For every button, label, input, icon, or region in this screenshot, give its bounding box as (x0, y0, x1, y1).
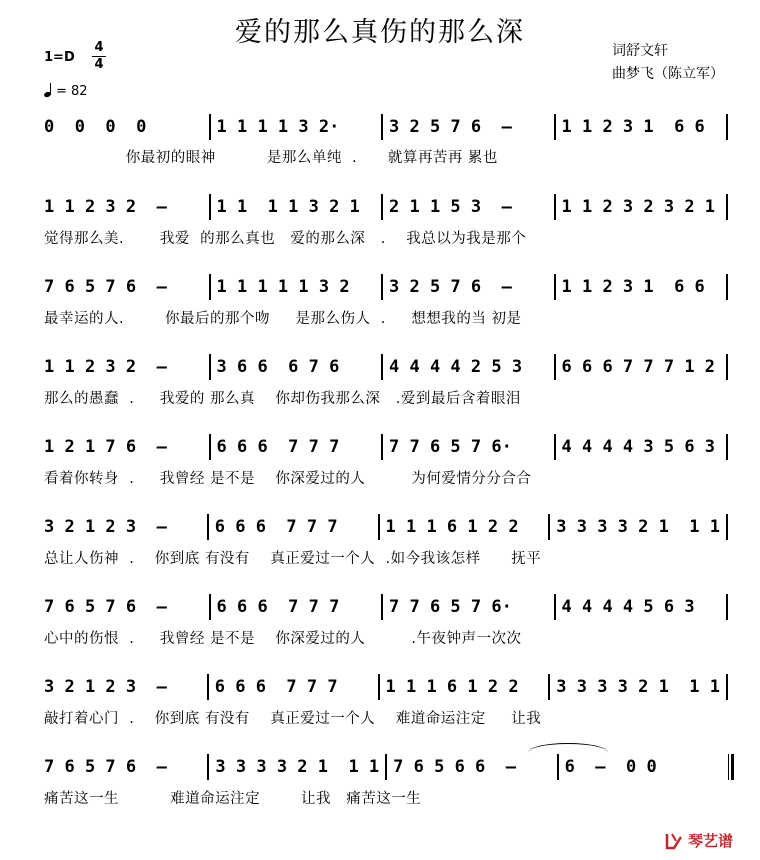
barline (378, 674, 380, 700)
notation-row (44, 107, 734, 147)
notation-row (44, 267, 734, 307)
measure: 6 6 6 7 7 7 (214, 677, 338, 697)
measure: 7 6 5 6 6 – (393, 757, 516, 777)
lyric-line: 心中的伤恨 . 我曾经 是不是 你深爱过的人 .午夜钟声一次次 (44, 631, 522, 647)
barline (554, 114, 556, 140)
barline (554, 594, 556, 620)
barline (209, 194, 211, 220)
barline (381, 274, 383, 300)
measure: 3 6 6 6 7 6 (216, 357, 340, 377)
notation-row (44, 747, 734, 787)
barline (554, 434, 556, 460)
measure: 1 1 2 3 1 6 6 (561, 117, 705, 137)
time-signature-top: 4 (94, 40, 104, 55)
measure: 6 6 6 7 7 7 (216, 597, 340, 617)
lyric-line: 痛苦这一生 难道命运注定 让我 痛苦这一生 (44, 791, 422, 807)
barline (726, 354, 728, 380)
measure: 7 6 5 7 6 – (44, 277, 167, 297)
measure: 3 2 1 2 3 – (44, 517, 167, 537)
measure: 1 1 1 1 3 2 1 (216, 197, 360, 217)
lyric-line: 看着你转身 . 我曾经 是不是 你深爱过的人 为何爱情分分合合 (44, 471, 532, 487)
lyricist-credit: 词舒文轩 (612, 43, 668, 59)
measure: 4 4 4 4 5 6 3 (561, 597, 695, 617)
barline (548, 674, 550, 700)
barline (385, 754, 387, 780)
composer-credit: 曲梦飞（陈立军） (612, 66, 724, 82)
lyric-line: 那么的愚蠢 . 我爱的 那么真 你却伤我那么深 .爱到最后含着眼泪 (44, 391, 521, 407)
notation-row (44, 587, 734, 627)
measure: 1 1 2 3 2 3 2 1 (561, 197, 716, 217)
time-signature-bottom: 4 (94, 57, 104, 72)
measure: 6 6 6 7 7 7 (214, 517, 338, 537)
barline (726, 594, 728, 620)
barline (726, 514, 728, 540)
site-watermark (664, 830, 733, 851)
notation-row (44, 187, 734, 227)
barline (726, 274, 728, 300)
barline (726, 114, 728, 140)
barline (726, 194, 728, 220)
tempo-marking (44, 83, 88, 99)
song-title: 爱的那么真伤的那么深 (235, 17, 525, 48)
measure: 3 2 5 7 6 – (389, 277, 512, 297)
barline (381, 114, 383, 140)
key-signature: 1=D (44, 50, 75, 65)
lyric-line: 总让人伤神 . 你到底 有没有 真正爱过一个人 .如今我该怎样 抚平 (44, 551, 542, 567)
barline (381, 594, 383, 620)
measure: 6 – 0 0 (564, 757, 657, 777)
tempo-value: = 82 (56, 84, 88, 99)
watermark-logo-icon (664, 831, 684, 851)
notation-row (44, 507, 734, 547)
barline (209, 434, 211, 460)
measure: 2 1 1 5 3 – (389, 197, 512, 217)
measure: 3 3 3 3 2 1 1 1 (556, 677, 721, 697)
barline (548, 514, 550, 540)
measure: 7 6 5 7 6 – (44, 597, 167, 617)
lyric-line: 最幸运的人. 你最后的那个吻 是那么伤人 . 想想我的当 初是 (44, 311, 522, 327)
barline (554, 194, 556, 220)
measure: 3 3 3 3 2 1 1 1 (556, 517, 721, 537)
measure: 3 3 3 3 2 1 1 1 (215, 757, 380, 777)
barline (378, 514, 380, 540)
barline (207, 674, 209, 700)
measure: 1 2 1 7 6 – (44, 437, 167, 457)
barline (557, 754, 559, 780)
measure: 6 6 6 7 7 7 (216, 437, 340, 457)
barline (554, 354, 556, 380)
barline (381, 434, 383, 460)
measure: 1 1 1 1 3 2· (216, 117, 340, 137)
measure: 1 1 1 6 1 2 2 (385, 677, 519, 697)
barline (209, 274, 211, 300)
measure: 3 2 1 2 3 – (44, 677, 167, 697)
measure: 6 6 6 7 7 7 1 2 (561, 357, 716, 377)
measure: 3 2 5 7 6 – (389, 117, 512, 137)
final-barline (728, 754, 734, 780)
measure: 1 1 2 3 2 – (44, 197, 167, 217)
measure: 1 1 1 1 1 3 2 (216, 277, 350, 297)
barline (381, 354, 383, 380)
measure: 1 1 2 3 1 6 6 (561, 277, 705, 297)
barline (207, 514, 209, 540)
barline (381, 194, 383, 220)
watermark-text: 琴艺谱 (688, 832, 734, 850)
measure: 7 7 6 5 7 6· (389, 437, 512, 457)
barline (209, 354, 211, 380)
lyric-line: 你最初的眼神 是那么单纯 . 就算再苦再 累也 (44, 150, 498, 166)
notation-row (44, 427, 734, 467)
time-signature (92, 40, 106, 73)
measure: 4 4 4 4 2 5 3 (389, 357, 523, 377)
measure: 7 7 6 5 7 6· (389, 597, 512, 617)
measure: 1 1 1 6 1 2 2 (385, 517, 519, 537)
lyric-line: 敲打着心门 . 你到底 有没有 真正爱过一个人 难道命运注定 让我 (44, 711, 542, 727)
quarter-note-icon (44, 83, 56, 97)
barline (554, 274, 556, 300)
measure: 4 4 4 4 3 5 6 3 (561, 437, 716, 457)
notation-row (44, 347, 734, 387)
lyric-line: 觉得那么美. 我爱 的那么真也 爱的那么深 . 我总以为我是那个 (44, 231, 527, 247)
measure: 0 0 0 0 (44, 117, 147, 137)
notation-row (44, 667, 734, 707)
barline (207, 754, 209, 780)
barline (209, 594, 211, 620)
barline (209, 114, 211, 140)
measure: 1 1 2 3 2 – (44, 357, 167, 377)
barline (726, 434, 728, 460)
barline (726, 674, 728, 700)
measure: 7 6 5 7 6 – (44, 757, 167, 777)
